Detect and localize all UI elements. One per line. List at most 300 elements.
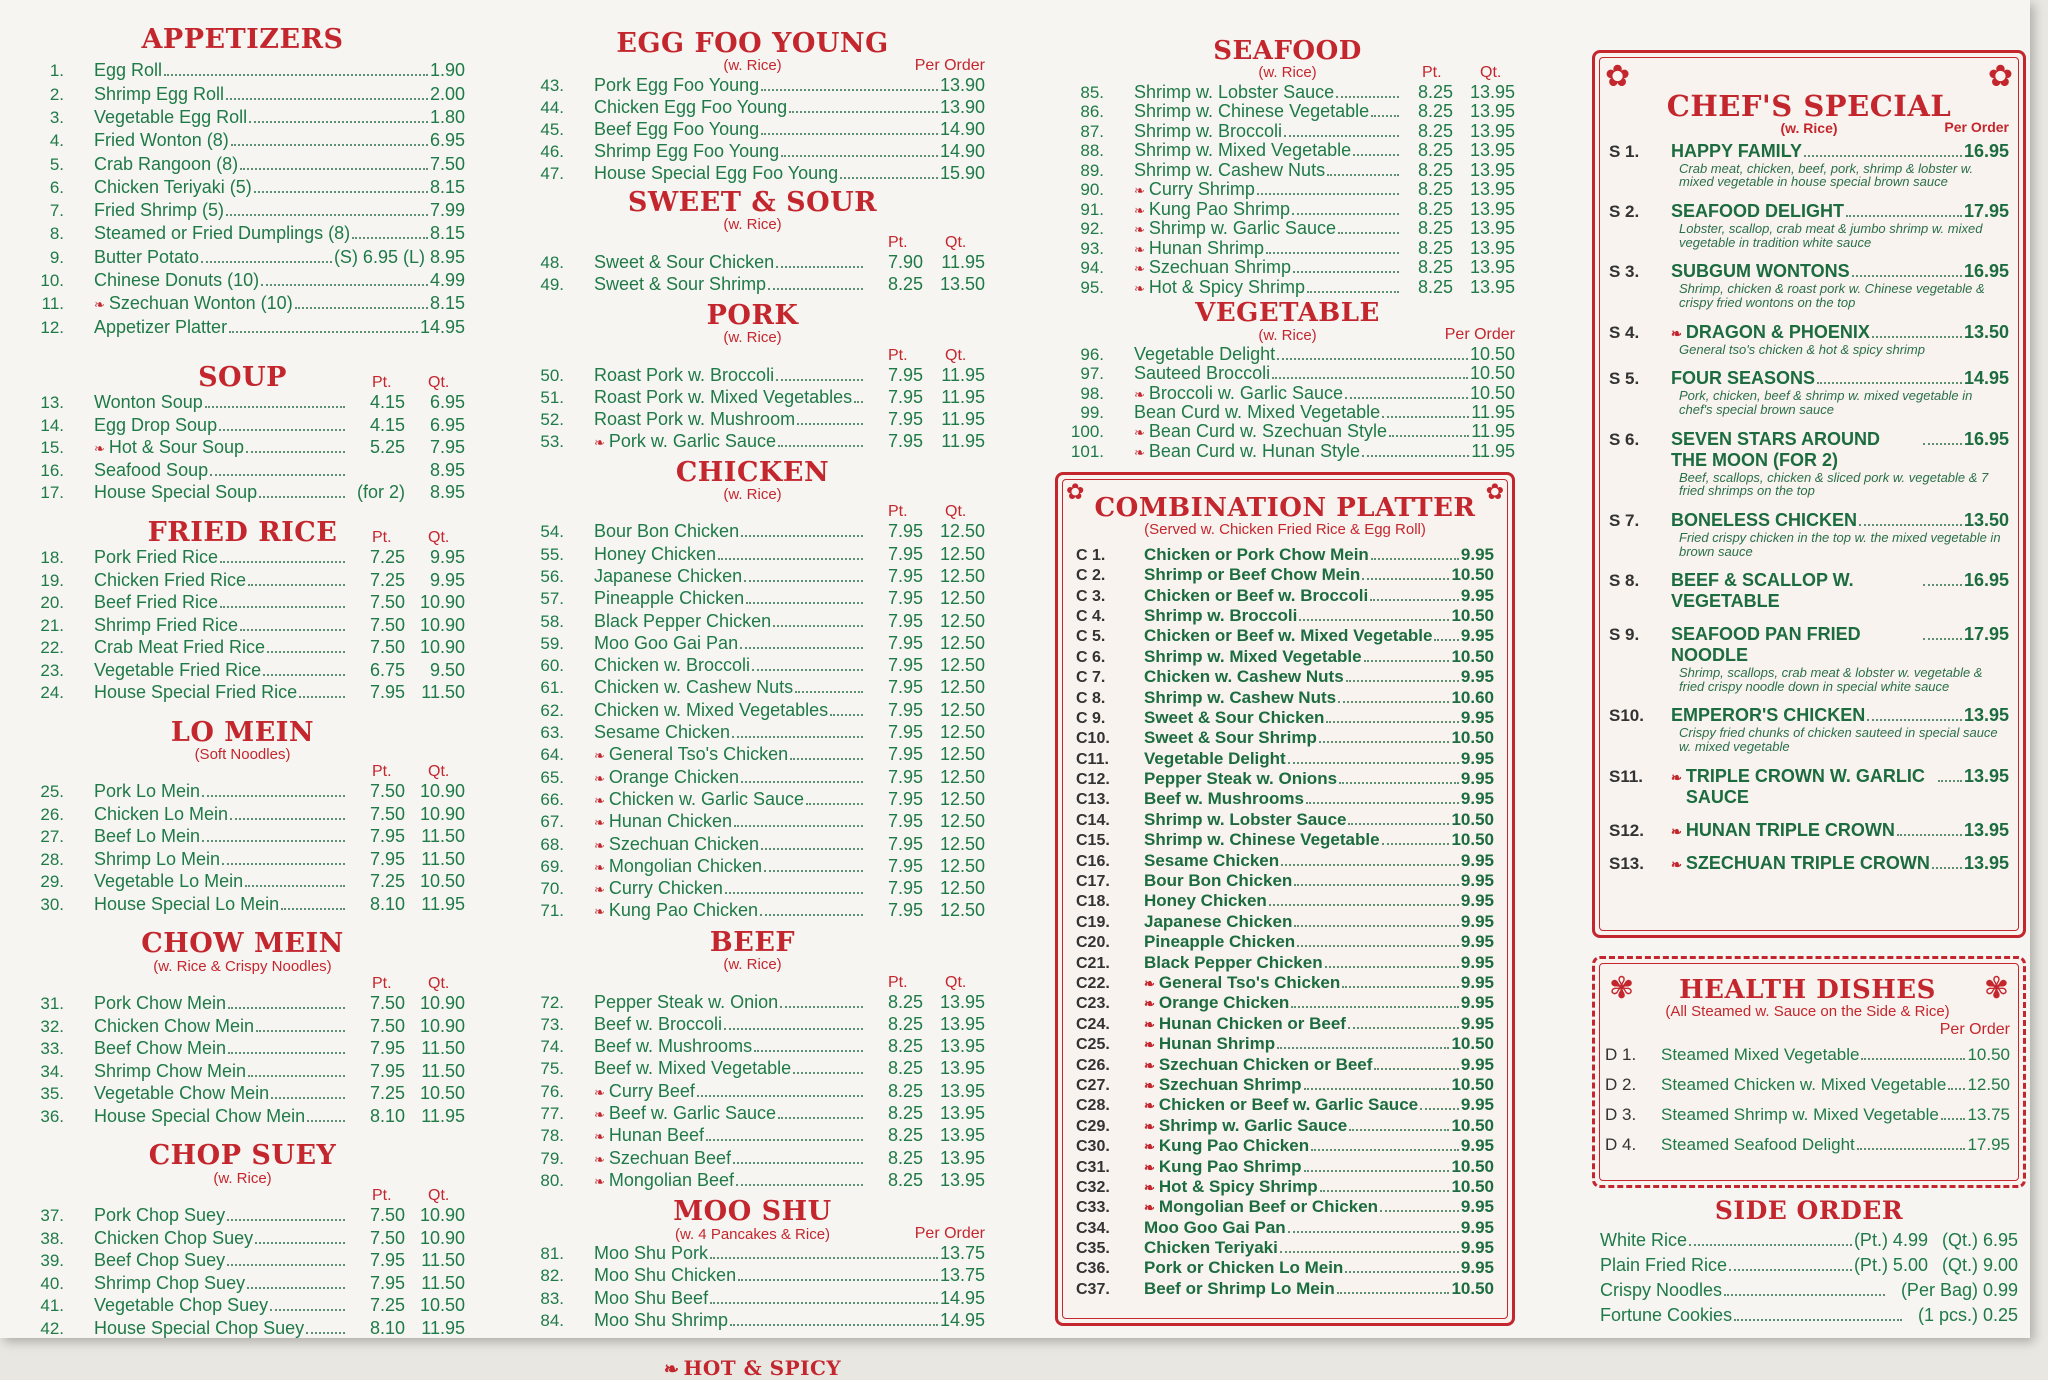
quart-price: 13.95	[939, 1125, 985, 1146]
dot-leader	[220, 561, 345, 563]
section-subtitle: (w. Rice)	[1780, 120, 1838, 137]
chef-item	[1609, 766, 2009, 808]
price-header	[1609, 119, 2009, 137]
item-name: HAPPY FAMILY	[1671, 140, 1803, 161]
quart-price: (Qt.) 6.95	[1941, 1230, 2018, 1251]
quart-price: 10.90	[419, 637, 465, 658]
column-2	[520, 30, 985, 1380]
pint-price: 7.25	[369, 569, 405, 590]
chili-icon: ❧	[594, 1107, 605, 1123]
section-title: CHOW MEIN	[141, 928, 344, 960]
item-price: 10.50	[1451, 1176, 1494, 1196]
dot-leader	[248, 584, 345, 586]
menu-item	[20, 1318, 465, 1341]
dot-leader	[706, 1139, 863, 1141]
menu-item	[520, 856, 985, 878]
item-price: 6.95	[429, 130, 465, 151]
pint-price: 6.75	[369, 659, 405, 680]
pint-price: 5.25	[369, 437, 405, 458]
pint-price: 7.95	[887, 655, 923, 676]
pint-price: 7.95	[887, 744, 923, 765]
menu-item	[20, 1205, 465, 1228]
item-name: House Special Chop Suey	[94, 1317, 305, 1338]
item-name: SEVEN STARS AROUND THE MOON (FOR 2)	[1671, 428, 1881, 470]
chili-icon: ❧	[594, 815, 605, 831]
section-subtitle: (w. Rice)	[723, 57, 782, 75]
price-header	[20, 763, 465, 781]
item-name: Fortune Cookies	[1600, 1305, 1733, 1326]
item-price: 11.95	[1471, 421, 1515, 442]
item-price: 15.90	[939, 162, 985, 183]
item-price: 9.95	[1460, 891, 1494, 911]
menu-item	[1076, 708, 1494, 728]
quart-price: 13.95	[1469, 237, 1515, 258]
item-price: 10.50	[1451, 646, 1494, 666]
dot-leader	[1923, 584, 1962, 586]
item-number: 31.	[40, 994, 64, 1014]
chili-icon: ❧	[594, 748, 605, 764]
quart-price: 13.95	[939, 991, 985, 1012]
pint-price: 8.10	[369, 1105, 405, 1126]
menu-item	[20, 482, 465, 505]
item-number: 49.	[540, 274, 564, 294]
combination-platter-box	[1055, 472, 1515, 1326]
item-price: 9.95	[1460, 952, 1494, 972]
dot-leader	[210, 474, 345, 476]
quart-price: 12.50	[939, 833, 985, 854]
menu-item	[520, 431, 985, 453]
pint-price: 7.25	[369, 1083, 405, 1104]
item-name: Crab Rangoon (8)	[94, 153, 239, 174]
pint-price: 7.50	[369, 592, 405, 613]
quart-price: 13.95	[1469, 276, 1515, 297]
section-title: MOO SHU	[673, 1196, 832, 1228]
item-number: 74.	[540, 1037, 564, 1057]
dot-leader	[768, 288, 863, 290]
menu-item	[20, 1106, 465, 1129]
quart-price: 10.90	[419, 592, 465, 613]
item-number: 37.	[40, 1206, 64, 1226]
menu-item	[520, 1170, 985, 1192]
section-subtitle: (All Steamed w. Sauce on the Side & Rice)	[1665, 1003, 1950, 1021]
item-name: House Special Lo Mein	[94, 893, 280, 914]
item-number: 50.	[540, 365, 564, 385]
chili-icon: ❧	[1134, 183, 1145, 199]
quart-price: 11.50	[421, 826, 465, 847]
item-number: 67.	[540, 812, 564, 832]
item-number: 91.	[1080, 199, 1104, 219]
pint-price: 7.95	[369, 848, 405, 869]
dot-leader	[1374, 1068, 1458, 1070]
quart-price: 10.90	[419, 614, 465, 635]
chili-icon: ❧	[594, 770, 605, 786]
dot-leader	[267, 651, 345, 653]
dot-leader	[245, 885, 345, 887]
item-number: C26.	[1076, 1056, 1110, 1074]
flower-ornament-icon: ✿	[1605, 60, 1631, 93]
item-name: Steamed Chicken w. Mixed Vegetable	[1661, 1074, 1947, 1094]
dot-leader	[271, 1097, 345, 1099]
item-name: BEEF & SCALLOP W. VEGETABLE	[1671, 570, 1854, 612]
item-name: Chicken or Pork Chow Mein	[1144, 544, 1369, 564]
dot-leader	[1941, 1118, 1966, 1120]
quart-price: 11.95	[941, 408, 985, 429]
dot-leader	[1364, 660, 1450, 662]
quart-price: 11.95	[941, 430, 985, 451]
item-number: C 1.	[1076, 546, 1106, 564]
chef-item	[1609, 570, 2009, 612]
chili-icon: ❧	[1671, 769, 1682, 785]
menu-item	[20, 660, 465, 683]
item-name: DRAGON & PHOENIX	[1685, 321, 1870, 342]
item-name: Hot & Spicy Shrimp	[1158, 1176, 1318, 1196]
item-name: Crispy Noodles	[1600, 1280, 1723, 1301]
dot-leader	[1291, 1006, 1459, 1008]
item-name: Shrimp Egg Roll	[94, 83, 225, 104]
item-name: Chicken Egg Foo Young	[594, 96, 788, 117]
health-dishes-box	[1592, 956, 2026, 1188]
item-name: Shrimp w. Chinese Vegetable	[1134, 101, 1370, 122]
menu-item	[1609, 853, 2009, 874]
menu-item	[20, 1273, 465, 1296]
item-name: Shrimp w. Cashew Nuts	[1134, 159, 1326, 180]
menu-item	[1609, 322, 2009, 343]
item-number: C22.	[1076, 975, 1110, 992]
chili-icon: ❧	[594, 904, 605, 920]
section-subtitle: (w. Rice & Crispy Noodles)	[153, 957, 332, 975]
item-number: 25.	[40, 782, 64, 802]
item-price: 1.80	[429, 106, 465, 127]
item-number: 64.	[540, 745, 564, 765]
dot-leader	[746, 602, 863, 604]
item-name: Chicken Teriyaki	[1144, 1238, 1278, 1258]
quart-price: 12.50	[939, 766, 985, 787]
quart-price: 10.90	[419, 1015, 465, 1036]
dot-leader	[710, 1302, 938, 1304]
section-subtitle: (w. 4 Pancakes & Rice)	[674, 1225, 831, 1243]
item-number: 7.	[49, 201, 64, 221]
item-description: General tso's chicken & hot & spicy shrimp	[1679, 341, 1925, 357]
item-price: 9.95	[1460, 1258, 1494, 1278]
menu-item	[520, 252, 985, 274]
chili-icon: ❧	[594, 1129, 605, 1145]
quart-price: 11.95	[421, 893, 465, 914]
pint-price: 8.25	[887, 1058, 923, 1079]
pint-price: 7.95	[887, 855, 923, 876]
menu-item	[1076, 891, 1494, 911]
menu-item	[20, 1228, 465, 1251]
dot-leader	[1288, 1231, 1459, 1233]
dot-leader	[1269, 904, 1459, 906]
menu-item	[1609, 201, 2009, 222]
item-price: 16.95	[1963, 261, 2009, 282]
item-name: General Tso's Chicken	[1158, 973, 1341, 992]
quart-price: 6.95	[429, 414, 465, 435]
item-name: Steamed or Fried Dumplings (8)	[94, 223, 351, 244]
dot-leader	[740, 647, 863, 649]
menu-item	[520, 1310, 985, 1332]
pint-price: 7.95	[369, 1250, 405, 1271]
section-title: CHOP SUEY	[148, 1140, 337, 1172]
menu-item	[520, 767, 985, 789]
menu-item	[1609, 570, 2009, 612]
item-name: Mongolian Beef or Chicken	[1158, 1197, 1379, 1217]
dot-leader	[352, 237, 428, 239]
pint-price: 8.25	[887, 273, 923, 294]
quart-price: 12.50	[939, 543, 985, 564]
dot-leader	[1345, 397, 1468, 399]
dot-leader	[1370, 599, 1459, 601]
item-price: 9.95	[1460, 707, 1494, 727]
dot-leader	[1923, 443, 1962, 445]
item-name: Plain Fried Rice	[1600, 1255, 1728, 1276]
pint-price: 4.15	[369, 392, 405, 413]
quart-label: Qt.	[945, 503, 967, 521]
item-number: 30.	[40, 894, 64, 914]
item-number: C 5.	[1076, 628, 1106, 646]
pint-price: 8.25	[1417, 218, 1453, 239]
pint-price: 8.25	[887, 1147, 923, 1168]
dot-leader	[299, 696, 345, 698]
chili-icon: ❧	[1144, 1016, 1155, 1032]
item-number: 17.	[40, 483, 64, 503]
menu-item	[1060, 402, 1515, 421]
item-name: Shrimp Fried Rice	[94, 614, 239, 635]
item-number: 42.	[40, 1318, 64, 1338]
pint-label: Pt.	[372, 374, 392, 392]
price-header	[1605, 1021, 2010, 1039]
menu-item	[520, 97, 985, 119]
dot-leader	[201, 261, 332, 263]
item-description: Shrimp, chicken & roast pork w. Chinese vegetable & crispy fried wontons on the top	[1679, 281, 1985, 311]
item-number: C23.	[1076, 995, 1110, 1013]
item-name: FOUR SEASONS	[1671, 368, 1816, 389]
item-name: Shrimp w. Mixed Vegetable	[1144, 646, 1362, 666]
menu-item	[520, 274, 985, 296]
item-number: C18.	[1076, 893, 1110, 911]
chili-icon: ❧	[1134, 386, 1145, 402]
item-name: Shrimp w. Broccoli	[1144, 605, 1298, 625]
menu-item	[1076, 667, 1494, 687]
item-name: Steamed Mixed Vegetable	[1661, 1044, 1860, 1064]
dot-leader	[764, 870, 863, 872]
item-name: Beef Chow Mein	[94, 1038, 227, 1059]
pint-label: Pt.	[372, 1187, 392, 1205]
hot-spicy-label: HOT & SPICY	[683, 1356, 842, 1380]
item-price: 8.15	[429, 176, 465, 197]
section-title: COMBINATION PLATTER	[1094, 493, 1476, 523]
section-title: HEALTH DISHES	[1679, 975, 1936, 1005]
chef-item	[1609, 510, 2009, 558]
pint-price: 7.25	[369, 547, 405, 568]
quart-price: 11.95	[941, 386, 985, 407]
section-subtitle: (w. Rice)	[213, 1169, 272, 1187]
dot-leader	[741, 535, 863, 537]
menu-item	[1076, 545, 1494, 565]
section-subtitle: (w. Rice)	[723, 216, 782, 234]
item-price: 10.50	[1451, 1034, 1494, 1054]
dot-leader	[761, 133, 938, 135]
dot-leader	[1846, 215, 1962, 217]
chili-icon: ❧	[94, 441, 105, 457]
pint-price: 7.95	[887, 588, 923, 609]
item-number: 52.	[540, 409, 564, 429]
item-number: C36.	[1076, 1260, 1110, 1278]
pint-price: 7.50	[369, 1205, 405, 1226]
menu-item	[20, 547, 465, 570]
item-name: Chicken Fried Rice	[94, 569, 247, 590]
menu-item	[20, 154, 465, 177]
item-price: 9.95	[1460, 1197, 1494, 1217]
quart-price: 8.95	[429, 459, 465, 480]
dot-leader	[240, 168, 428, 170]
item-name: Pork Lo Mein	[94, 781, 201, 802]
menu-item	[1609, 368, 2009, 389]
menu-item	[520, 409, 985, 431]
item-price: 13.75	[1967, 1104, 2010, 1124]
dot-leader	[1266, 252, 1399, 254]
item-name: Szechuan Chicken	[608, 833, 759, 854]
pint-price: 8.25	[1417, 237, 1453, 258]
item-name: Vegetable Egg Roll	[94, 106, 248, 127]
menu-item	[1060, 363, 1515, 382]
item-number: C35.	[1076, 1240, 1110, 1258]
quart-price: 11.50	[421, 1060, 465, 1081]
item-number: D 4.	[1605, 1134, 1637, 1154]
item-price: 2.00	[429, 83, 465, 104]
menu-item	[520, 1103, 985, 1125]
menu-item	[20, 177, 465, 200]
item-number: 69.	[540, 856, 564, 876]
quart-price: 7.95	[429, 437, 465, 458]
item-number: 43.	[540, 75, 564, 95]
item-name: Moo Goo Gai Pan	[594, 632, 739, 653]
item-name: Szechuan Shrimp	[1158, 1074, 1302, 1094]
item-number: C 9.	[1076, 709, 1106, 727]
quart-price: 13.95	[1469, 218, 1515, 239]
dot-leader	[247, 1287, 345, 1289]
price-header	[520, 57, 985, 75]
section-title: VEGETABLE	[1195, 298, 1380, 329]
quart-price: 13.95	[939, 1169, 985, 1190]
quart-price: 13.95	[939, 1080, 985, 1101]
item-name: Pork w. Garlic Sauce	[608, 430, 776, 451]
menu-item	[1076, 1258, 1494, 1278]
quart-price: 12.50	[939, 788, 985, 809]
quart-label: Qt.	[428, 529, 450, 547]
item-number: 66.	[540, 789, 564, 809]
item-number: 51.	[540, 387, 564, 407]
dot-leader	[256, 1030, 345, 1032]
item-number: 93.	[1080, 238, 1104, 258]
section-title: FRIED RICE	[147, 516, 338, 548]
quart-label: Qt.	[428, 1187, 450, 1205]
menu-item	[20, 826, 465, 849]
pint-price: 8.25	[1417, 101, 1453, 122]
price-header	[520, 347, 985, 365]
item-name: Curry Chicken	[608, 878, 723, 899]
menu-item	[520, 992, 985, 1014]
menu-item	[1076, 1157, 1494, 1177]
item-name: Szechuan Shrimp	[1148, 257, 1291, 278]
chili-icon: ❧	[594, 1151, 605, 1167]
item-number: 71.	[540, 901, 564, 921]
item-name: Bour Bon Chicken	[1144, 871, 1293, 891]
pint-price: 7.50	[369, 614, 405, 635]
quart-price: 11.50	[421, 1250, 465, 1271]
item-price: 13.50	[1963, 509, 2009, 530]
item-name: Szechuan Beef	[608, 1147, 731, 1168]
dot-leader	[1272, 377, 1468, 379]
dot-leader	[797, 423, 863, 425]
menu-item	[520, 141, 985, 163]
item-name: Pork Chop Suey	[94, 1205, 226, 1226]
quart-price: 10.90	[419, 1227, 465, 1248]
item-price: 11.95	[1471, 401, 1515, 422]
item-number: 84.	[540, 1310, 564, 1330]
item-name: Hot & Sour Soup	[108, 437, 244, 458]
chili-icon: ❧	[1134, 241, 1145, 257]
pint-price: 8.25	[1417, 159, 1453, 180]
item-number: 61.	[540, 678, 564, 698]
dot-leader	[1353, 154, 1399, 156]
quart-label: Qt.	[945, 346, 967, 364]
section-title: CHEF'S SPECIAL	[1666, 89, 1952, 123]
quart-price: 8.95	[429, 482, 465, 503]
menu-item	[520, 744, 985, 766]
item-number: 1.	[49, 61, 64, 81]
section-subtitle: (w. Rice)	[1258, 64, 1317, 82]
item-price: 9.95	[1460, 850, 1494, 870]
item-number: 48.	[540, 252, 564, 272]
dot-leader	[1299, 619, 1449, 621]
item-name: Honey Chicken	[594, 543, 717, 564]
dot-leader	[1346, 680, 1459, 682]
menu-item	[1060, 277, 1515, 297]
item-name: Bean Curd w. Szechuan Style	[1148, 421, 1388, 442]
menu-item	[520, 387, 985, 409]
item-price: 10.60	[1451, 687, 1494, 707]
dot-leader	[248, 1075, 345, 1077]
dot-leader	[222, 863, 345, 865]
item-number: 35.	[40, 1084, 64, 1104]
chili-icon: ❧	[1144, 976, 1155, 991]
menu-item	[20, 247, 465, 270]
dot-leader	[724, 1028, 863, 1030]
item-number: 14.	[40, 415, 64, 435]
dot-leader	[226, 214, 428, 216]
pint-price: 7.95	[887, 811, 923, 832]
dot-leader	[1338, 701, 1449, 703]
flower-ornament-icon: ✾	[1983, 972, 2009, 1005]
item-name: Szechuan Chicken or Beef	[1158, 1054, 1373, 1074]
menu-item	[1076, 1116, 1494, 1136]
menu-item	[20, 804, 465, 827]
item-name: Kung Pao Shrimp	[1158, 1156, 1302, 1176]
item-name: Kung Pao Shrimp	[1148, 198, 1290, 219]
price-header	[1060, 326, 1515, 344]
item-price: 9.95	[1460, 1136, 1494, 1156]
item-number: C11.	[1076, 750, 1109, 768]
item-number: 85.	[1080, 82, 1104, 102]
item-number: 87.	[1080, 121, 1104, 141]
chef-item	[1609, 261, 2009, 309]
item-name: Pork or Chicken Lo Mein	[1144, 1258, 1344, 1278]
menu-item	[520, 1288, 985, 1310]
dot-leader	[254, 191, 428, 193]
quart-price: 13.95	[1469, 257, 1515, 278]
item-name: Mongolian Beef	[608, 1169, 734, 1190]
